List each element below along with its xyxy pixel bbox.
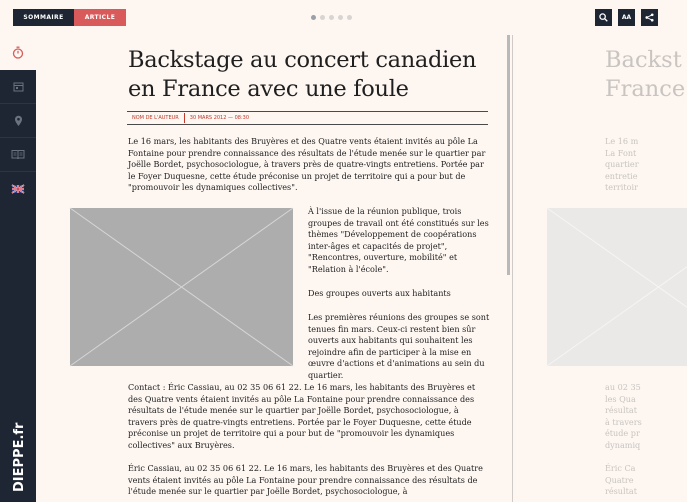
share-icon <box>645 13 654 22</box>
preview-line: quartier <box>605 159 639 170</box>
brand-text: DIEPPE.fr <box>12 422 27 492</box>
preview-line: à travers <box>605 416 642 427</box>
page-dot-5[interactable] <box>347 15 352 20</box>
preview-text <box>605 382 642 452</box>
share-button[interactable] <box>641 9 658 26</box>
calendar-icon <box>13 81 24 92</box>
page-dot-4[interactable] <box>338 15 343 20</box>
preview-line: territoir <box>605 182 638 193</box>
sidebar-item-map[interactable] <box>0 104 36 138</box>
preview-title <box>605 46 686 104</box>
preview-line: dynamiq <box>605 439 641 450</box>
preview-line: les Qua <box>605 393 636 404</box>
page-dot-1[interactable] <box>311 15 316 20</box>
sidebar-item-stopwatch[interactable] <box>0 35 36 70</box>
preview-line: résultat <box>605 486 637 497</box>
tab-sommaire[interactable]: SOMMAIRE <box>13 9 74 26</box>
article-paragraph: Les premières réunions des groupes se sont tenues fin mars. Ceux-ci restent bien sûr ouverts aux habitants qui souhaitent les rejoindre afin de participer à la mise en œuvre d'actions et d'animations au sein du quartier. <box>308 312 490 380</box>
author-name[interactable]: NOM DE L'AUTEUR <box>132 115 179 121</box>
image-placeholder <box>70 208 293 366</box>
sidebar-item-language[interactable] <box>0 172 36 206</box>
image-placeholder-icon <box>547 208 687 366</box>
preview-title-line: France <box>605 76 686 102</box>
preview-title-line: Backst <box>605 47 682 73</box>
sidebar <box>0 35 36 502</box>
preview-line: au 02 35 <box>605 382 641 392</box>
article-scrollbar[interactable] <box>507 35 510 275</box>
preview-line: entretie <box>605 170 638 181</box>
article-paragraph: Éric Cassiau, au 02 35 06 61 22. Le 16 mars, les habitants des Bruyères et des Quatre vents étaient invités au pôle La Fontaine pour prendre connaissance des résultats de l'étude menée sur le quartier par Joëlle Bordet, psychosociologue, à <box>128 463 483 497</box>
next-article-preview[interactable] <box>512 35 686 502</box>
preview-line: Quatre <box>605 474 634 485</box>
stopwatch-icon <box>12 46 24 59</box>
preview-line: Éric Ca <box>605 463 636 473</box>
image-placeholder-icon <box>70 208 293 366</box>
article-title: Backstage au concert canadien en France avec une foule <box>128 47 477 102</box>
preview-line: La Font <box>605 147 637 158</box>
search-button[interactable] <box>595 9 612 26</box>
article-meta <box>127 111 488 125</box>
sidebar-item-calendar[interactable] <box>0 70 36 104</box>
article-page <box>36 35 510 502</box>
sidebar-item-book[interactable] <box>0 138 36 172</box>
dieppe-logo[interactable] <box>4 414 32 494</box>
tab-article[interactable]: ARTICLE <box>74 9 126 26</box>
search-icon <box>599 13 608 22</box>
article-subheading: Des groupes ouverts aux habitants <box>308 288 451 298</box>
preview-image-placeholder <box>547 208 687 366</box>
font-size-button[interactable] <box>618 9 635 26</box>
preview-line: Le 16 m <box>605 136 639 146</box>
article-paragraph: Le 16 mars, les habitants des Bruyères et des Quatre vents étaient invités au pôle La Fontaine pour prendre connaissance des résultats de l'étude menée sur le quartier par Joëlle Bordet, psychosociologue, à travers près de quatre-vingts entretiens. Portée par le Foyer Duquesne, cette étude préconise un projet de territoire qui a pour but de "promouvoir les dynamiques collectives". <box>128 136 486 193</box>
preview-line: étude pr <box>605 428 640 439</box>
book-icon <box>11 149 25 160</box>
map-pin-icon <box>14 115 23 127</box>
preview-text <box>605 136 639 194</box>
preview-line: résultat <box>605 405 637 416</box>
article-paragraph: Contact : Éric Cassiau, au 02 35 06 61 22. Le 16 mars, les habitants des Bruyères et des Quatre vents étaient invités au pôle La Fontaine pour prendre connaissance des résultats de l'étude menée sur le quartier par Joëlle Bordet, psychosociologue, à travers près de quatre-vingts entretiens. Portée par le Foyer Duquesne, cette étude préconise un projet de territoire qui a pour but de "promouvoir les dynamiques collectives" aux Bruyères. <box>128 382 476 450</box>
page-dot-3[interactable] <box>329 15 334 20</box>
top-toolbar <box>0 0 670 35</box>
article-paragraph: À l'issue de la réunion publique, trois groupes de travail ont été constitués sur les thèmes "Développement de coopérations inter-âges et capacités de projet", "Rencontres, ouverture, mobilité" et "Relation à l'école". <box>308 206 489 274</box>
page-dot-2[interactable] <box>320 15 325 20</box>
publish-date: 30 MARS 2012 — 08:30 <box>189 115 250 121</box>
font-size-label: AA <box>621 14 632 21</box>
uk-flag-icon <box>12 185 24 193</box>
preview-text <box>605 463 637 498</box>
page-indicator <box>311 15 352 20</box>
